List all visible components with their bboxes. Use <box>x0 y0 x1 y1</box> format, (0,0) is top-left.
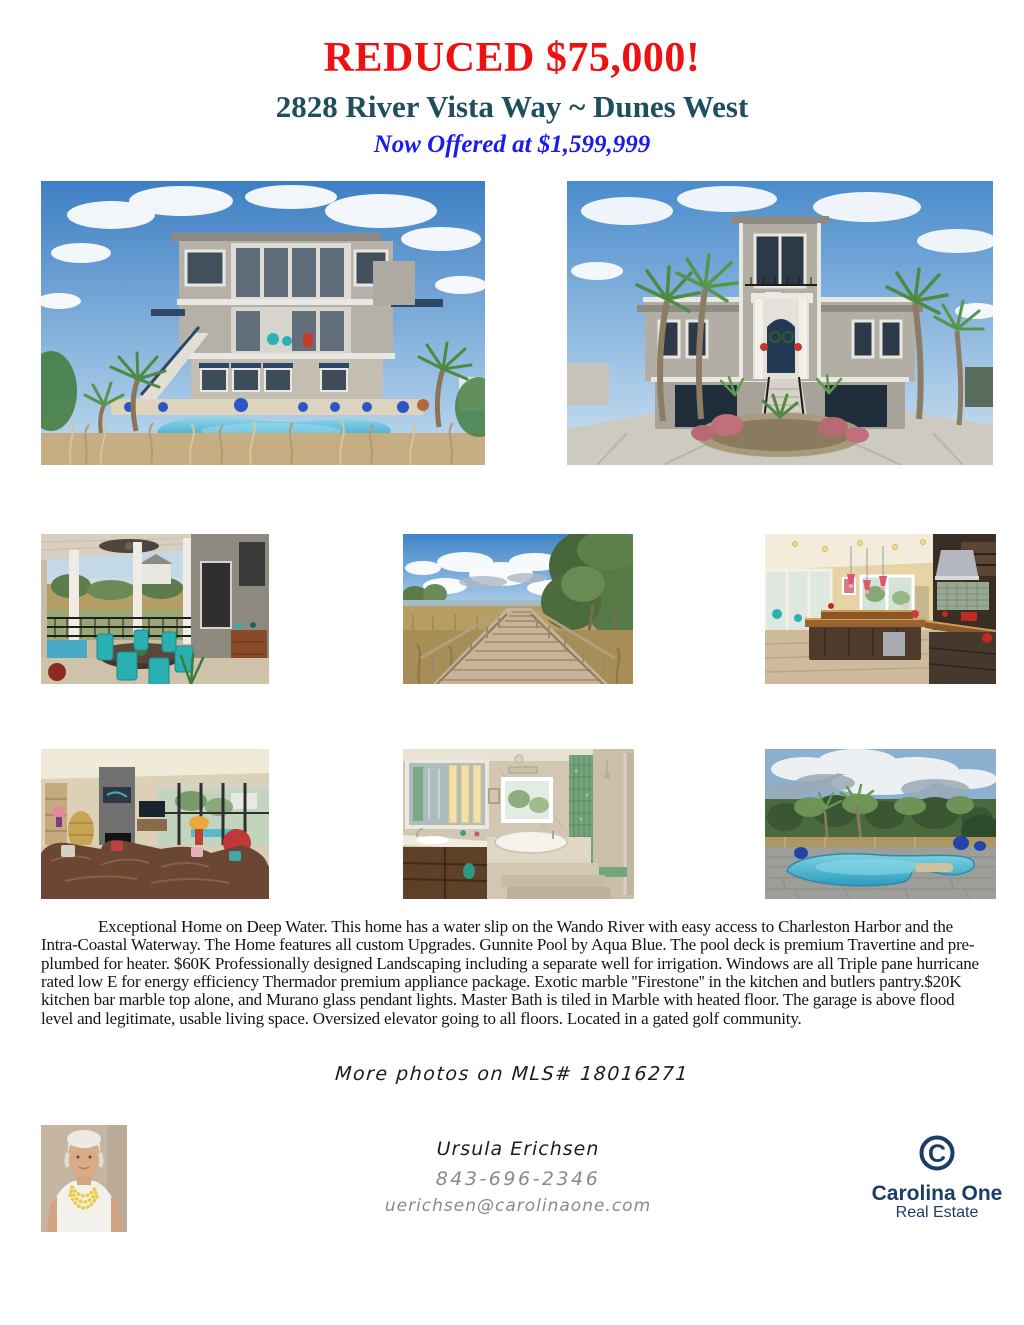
property-address: 2828 River Vista Way ~ Dunes West <box>275 89 749 124</box>
agent-name: Ursula Erichsen <box>436 1138 600 1160</box>
mls-note: More photos on MLS# 18016271 <box>334 1063 690 1085</box>
screened-porch-illustration <box>41 534 269 684</box>
boardwalk-illustration <box>403 534 633 684</box>
photo-gunite-pool <box>765 749 996 899</box>
agent-phone: 843-696-2346 <box>435 1168 601 1190</box>
living-room-illustration <box>41 749 269 899</box>
agent-email: uerichsen@carolinaone.com <box>384 1196 652 1216</box>
carolina-one-logo <box>864 1134 1010 1222</box>
property-description: Exceptional Home on Deep Water. This home has a water slip on the Wando River with easy access to Charleston Harbor and the Intra-Coastal Waterway. The Home features all custom Upgrades. Gunnite Pool by Aqua Blue. The pool deck is premium Travertine and pre-plumbed for heater. $60K Professionally designed Landscaping including a separate well for irrigation. Windows are all Triple pane hurricane rated low E for energy efficiency Thermador premium appliance package. Exotic marble ''Firestone'' in the kitchen and butlers pantry.$20K kitchen bar marble top alone, and Murano glass pendant lights. Master Bath is tiled in Marble with heated floor. The garage is above flood level and legitimate, usable living space. Oversized elevator going to all floors. Located in a gated golf community. <box>41 917 979 1028</box>
photo-kitchen <box>765 534 996 684</box>
offer-price: Now Offered at $1,599,999 <box>373 131 651 158</box>
photo-front-exterior <box>567 181 993 465</box>
photo-rear-exterior <box>41 181 485 465</box>
photo-living-room <box>41 749 269 899</box>
photo-screened-porch <box>41 534 269 684</box>
agent-contact-block <box>312 1138 724 1216</box>
rear-exterior-illustration <box>41 181 485 465</box>
gunite-pool-illustration <box>765 749 996 899</box>
brand-name: Carolina One <box>871 1182 1003 1205</box>
kitchen-illustration <box>765 534 996 684</box>
master-bath-illustration <box>403 749 634 899</box>
monogram-letter: C <box>927 1140 947 1168</box>
agent-headshot-illustration <box>41 1125 127 1232</box>
front-exterior-illustration <box>567 181 993 465</box>
brand-subtitle: Real Estate <box>895 1204 979 1221</box>
agent-headshot <box>41 1125 127 1232</box>
photo-master-bath <box>403 749 634 899</box>
photo-boardwalk <box>403 534 633 684</box>
reduced-headline: REDUCED $75,000! <box>323 35 701 81</box>
carolina-one-monogram-icon <box>913 1134 961 1176</box>
